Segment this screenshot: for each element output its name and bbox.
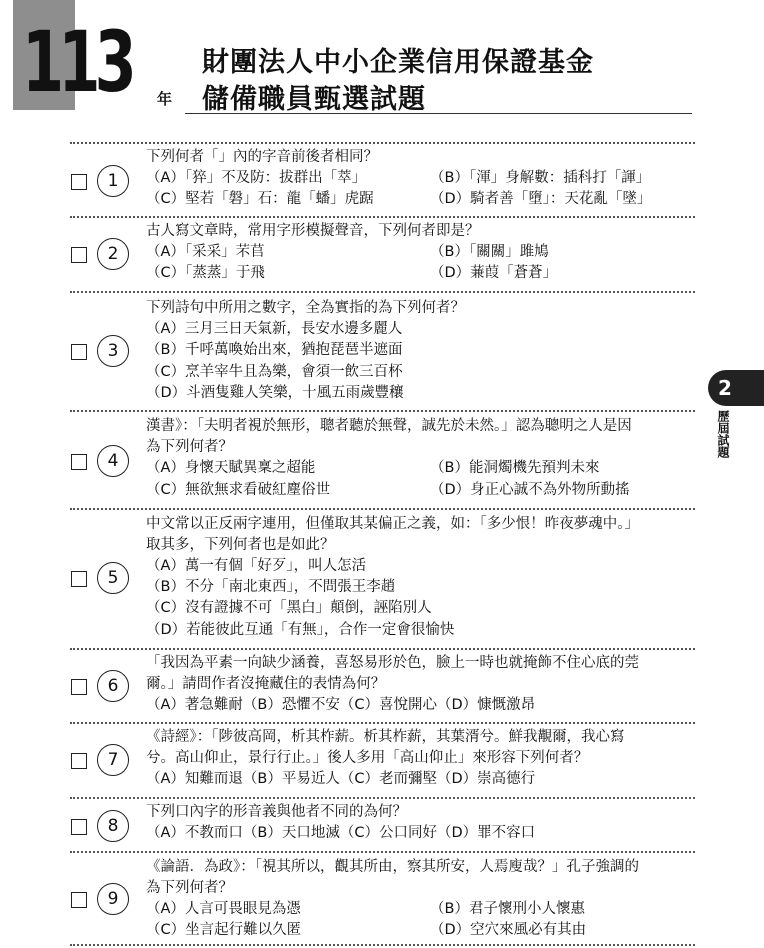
option-a: （A）三月三日天氣新，長安水邊多麗人 (146, 321, 403, 337)
question-number: 8 (97, 810, 129, 842)
option-c: （C）堅若「磐」石：龍「蟠」虎踞 (146, 191, 374, 207)
question-number: 6 (97, 670, 129, 702)
question-stem: 下列口內字的形音義與他者不同的為何？ (146, 804, 407, 820)
question-stem: 《論語．為政》：「視其所以，觀其所由，察其所安，人焉廋哉？」孔子強調的 (146, 859, 639, 875)
question-stem: 古人寫文章時，常用字形模擬聲音，下列何者即是？ (146, 223, 480, 239)
question-number: 4 (97, 445, 129, 477)
option-d: （D）身正心誠不為外物所動搖 (430, 482, 630, 498)
question-number: 1 (97, 165, 129, 197)
option-a: （A）「猝」不及防：拔群出「萃」 (146, 170, 367, 186)
option-b: （B）「渾」身解數：插科打「諢」 (430, 170, 651, 186)
page-title-line2: 儲備職員甄選試題 (202, 84, 426, 115)
option-a: （A）「采采」芣苢 (146, 244, 265, 260)
option-b: （B）千呼萬喚始出來，猶抱琵琶半遮面 (146, 342, 403, 358)
divider (70, 851, 695, 853)
answer-checkbox[interactable] (71, 247, 87, 263)
question-number: 9 (97, 883, 129, 915)
option-row: （A）著急難耐（B）恐懼不安（C）喜悅開心（D）慷慨激昂 (146, 697, 536, 713)
divider (70, 648, 695, 650)
question-stem: 兮。高山仰止，景行行止。」後人多用「高山仰止」來形容下列何者？ (146, 750, 589, 766)
option-c: （C）無欲無求看破紅塵俗世 (146, 482, 331, 498)
divider (70, 508, 695, 510)
option-d: （D）騎者善「墮」：天花亂「墜」 (430, 191, 652, 207)
chapter-tab: 2 (708, 370, 764, 406)
divider (70, 291, 695, 293)
option-d: （D）斗酒隻雞人笑樂，十風五雨歲豐穰 (146, 385, 404, 401)
option-d: （D）蒹葭「蒼蒼」 (430, 265, 558, 281)
chapter-label: 歷屆試題 (716, 410, 730, 458)
question-stem: 漢書》：「夫明者視於無形，聰者聽於無聲，誠先於未然。」認為聰明之人是因 (146, 418, 632, 434)
divider (70, 142, 695, 144)
question-number: 7 (97, 744, 129, 776)
question-stem: 為下列何者？ (146, 880, 233, 896)
option-a: （A）身懷天賦異稟之超能 (146, 460, 316, 476)
page-title-line1: 財團法人中小企業信用保證基金 (202, 47, 594, 78)
divider (70, 722, 695, 724)
divider (70, 216, 695, 218)
option-row: （A）不教而口（B）天口地滅（C）公口同好（D）罪不容口 (146, 825, 536, 841)
option-b: （B）「關關」雎鳩 (430, 244, 549, 260)
question-number: 3 (97, 335, 129, 367)
option-a: （A）萬一有個「好歹」，叫人怎活 (146, 558, 367, 574)
option-d: （D）空穴來風必有其由 (430, 922, 587, 938)
answer-checkbox[interactable] (71, 344, 87, 360)
option-row: （A）知難而退（B）平易近人（C）老而彌堅（D）崇高德行 (146, 771, 536, 787)
answer-checkbox[interactable] (71, 571, 87, 587)
question-stem: 取其多，下列何者也是如此？ (146, 537, 335, 553)
header-rule (185, 113, 692, 114)
option-d: （D）若能彼此互通「有無」，合作一定會很愉快 (146, 622, 455, 638)
option-c: （C）沒有證據不可「黑白」顛倒，誣陷別人 (146, 600, 432, 616)
answer-checkbox[interactable] (71, 679, 87, 695)
question-stem: 為下列何者？ (146, 439, 233, 455)
answer-checkbox[interactable] (71, 174, 87, 190)
option-b: （B）能洞燭機先預判未來 (430, 460, 600, 476)
question-number: 2 (97, 238, 129, 270)
year-number: 113 (22, 13, 131, 111)
question-stem: 下列詩句中所用之數字，全為實指的為下列何者？ (146, 300, 465, 316)
divider (70, 797, 695, 799)
option-c: （C）「蒸蒸」于飛 (146, 265, 265, 281)
answer-checkbox[interactable] (71, 454, 87, 470)
answer-checkbox[interactable] (71, 819, 87, 835)
question-stem: 《詩經》：「陟彼高岡，析其柞薪。析其柞薪，其葉湑兮。鮮我覯爾，我心寫 (146, 729, 625, 745)
question-stem: 爾。」請問作者沒掩藏住的表情為何？ (146, 676, 386, 692)
option-b: （B）不分「南北東西」，不問張王李趙 (146, 579, 396, 595)
option-c: （C）烹羊宰牛且為樂，會須一飲三百杯 (146, 364, 403, 380)
year-suffix: 年 (157, 90, 173, 108)
answer-checkbox[interactable] (71, 892, 87, 908)
question-stem: 下列何者「」內的字音前後者相同？ (146, 149, 378, 165)
option-c: （C）坐言起行難以久匿 (146, 922, 302, 938)
question-stem: 中文常以正反兩字連用，但僅取其某偏正之義，如：「多少恨！昨夜夢魂中。」 (146, 516, 639, 532)
option-b: （B）君子懷刑小人懷惠 (430, 901, 585, 917)
divider (70, 944, 695, 946)
question-stem: 「我因為平素一向缺少涵養，喜怒易形於色，臉上一時也就掩飾不住心底的莞 (146, 655, 639, 671)
answer-checkbox[interactable] (71, 753, 87, 769)
divider (70, 410, 695, 412)
option-a: （A）人言可畏眼見為憑 (146, 901, 301, 917)
question-number: 5 (97, 562, 129, 594)
